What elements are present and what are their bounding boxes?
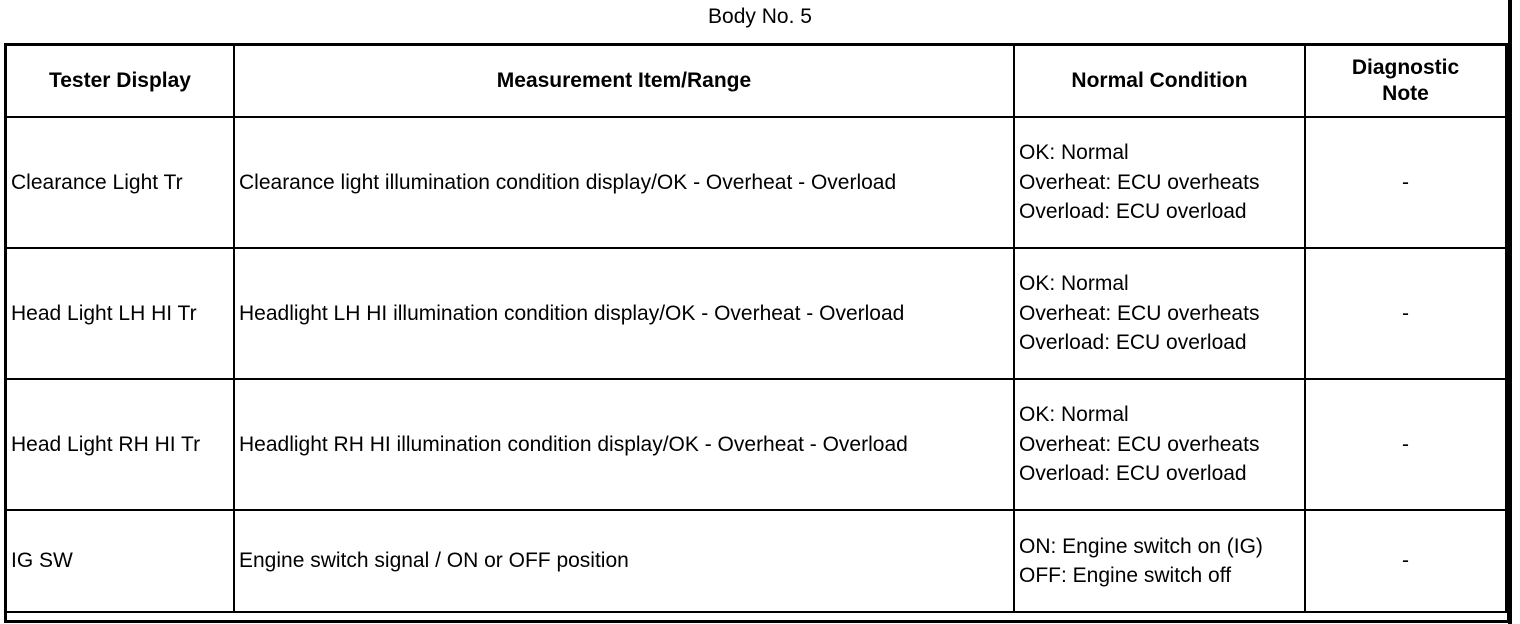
col-header-tester-display: Tester Display [6,45,234,117]
measurement-cell: Engine switch signal / ON or OFF position [234,510,1014,612]
table-row [6,510,1506,612]
condition-line: Overload: ECU overload [1019,331,1247,355]
header-row [6,45,1506,117]
normal-condition-cell [1014,248,1305,379]
table-row [6,379,1506,510]
tester-display-cell: Clearance Light Tr [6,117,234,248]
data-list-table [5,44,1507,613]
tester-display-cell: Head Light LH HI Tr [6,248,234,379]
table-row [6,248,1506,379]
col-header-measurement: Measurement Item/Range [234,45,1014,117]
diagnostic-note-cell: - [1305,510,1506,612]
condition-line: OFF: Engine switch off [1019,564,1232,587]
measurement-cell: Headlight RH HI illumination condition display/OK - Overheat - Overload [234,379,1014,510]
condition-line: OK: Normal [1019,141,1129,165]
condition-line: ON: Engine switch on (IG) [1019,534,1263,558]
diagnostic-note-cell: - [1305,248,1506,379]
condition-line: Overload: ECU overload [1019,462,1247,486]
col-header-normal-condition: Normal Condition [1014,45,1305,117]
diagnostic-note-cell: - [1305,117,1506,248]
col-header-diagnostic-note: Diagnostic Note [1305,45,1506,117]
page-edge-rule [1508,0,1512,624]
tester-display-cell: IG SW [6,510,234,612]
condition-line: Overload: ECU overload [1019,200,1247,224]
measurement-cell: Clearance light illumination condition display/OK - Overheat - Overload [234,117,1014,248]
condition-line: OK: Normal [1019,272,1129,296]
normal-condition-cell [1014,117,1305,248]
table-row [6,117,1506,248]
condition-line: Overheat: ECU overheats [1019,432,1260,456]
condition-line: Overheat: ECU overheats [1019,301,1260,325]
diagnostic-note-cell: - [1305,379,1506,510]
measurement-cell: Headlight LH HI illumination condition display/OK - Overheat - Overload [234,248,1014,379]
condition-line: OK: Normal [1019,403,1129,427]
table-caption: Body No. 5 [708,5,812,28]
normal-condition-cell [1014,510,1305,612]
tester-display-cell: Head Light RH HI Tr [6,379,234,510]
normal-condition-cell [1014,379,1305,510]
condition-line: Overheat: ECU overheats [1019,170,1260,194]
